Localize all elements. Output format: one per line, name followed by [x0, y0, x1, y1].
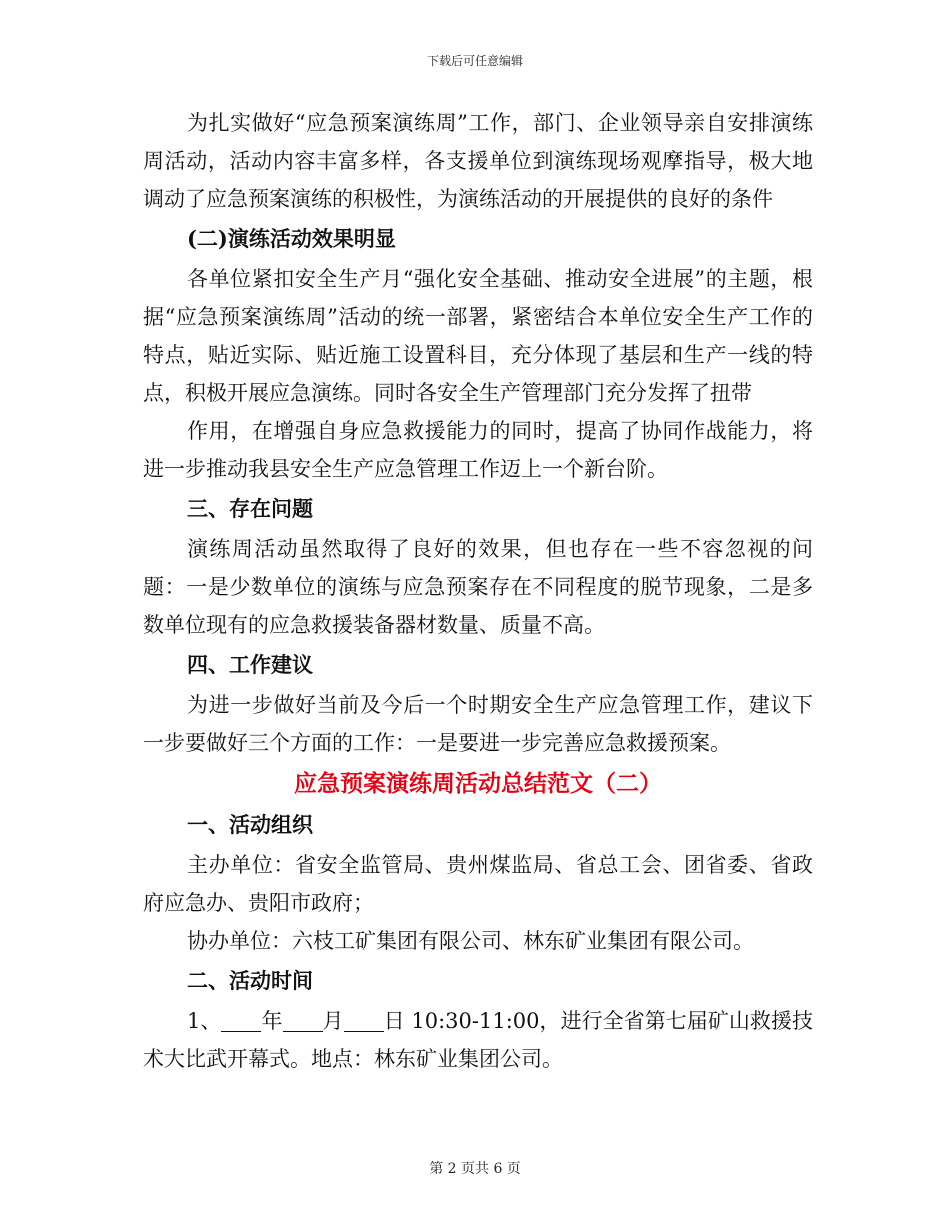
blank-line — [344, 1009, 384, 1032]
section-heading: 二、活动时间 — [187, 968, 313, 993]
paragraph: 主办单位：省安全监管局、贵州煤监局、省总工会、团省委、省政府应急办、贵阳市政府； — [143, 853, 813, 915]
blank-line — [221, 1009, 261, 1032]
paragraph: 演练周活动虽然取得了良好的效果，但也存在一些不容忽视的问题：一是少数单位的演练与应急预案存在不同程度的脱节现象，二是多数单位现有的应急救援装备器材数量、质量不高。 — [143, 537, 813, 637]
section-heading: 三、存在问题 — [187, 496, 313, 521]
page-header: 下载后可任意编辑 — [426, 54, 523, 68]
item-number: 1、 — [187, 1009, 222, 1033]
paragraph: 协办单位：六枝工矿集团有限公司、林东矿业集团有限公司。 — [187, 929, 754, 953]
paragraph: 为扎实做好“应急预案演练周”工作，部门、企业领导亲自安排演练周活动，活动内容丰富多样，各支援单位到演练现场观摩指导，极大地调动了应急预案演练的积极性，为演练活动的开展提供的良好的条件 — [143, 111, 813, 211]
document-title: 应急预案演练周活动总结范文（二） — [294, 770, 662, 797]
schedule-item — [143, 1002, 813, 1078]
section-heading: (二)演练活动效果明显 — [187, 226, 396, 251]
section-heading: 四、工作建议 — [187, 652, 313, 677]
blank-line — [283, 1009, 323, 1032]
paragraph: 各单位紧扣安全生产月“强化安全基础、推动安全进展”的主题，根据“应急预案演练周”活动的统一部署，紧密结合本单位安全生产工作的特点，贴近实际、贴近施工设置科目，充分体现了基层和生产一线的特点，积极开展应急演练。同时各安全生产管理部门充分发挥了扭带 — [143, 267, 813, 405]
month-label: 月 — [322, 1009, 344, 1033]
paragraph: 作用，在增强自身应急救援能力的同时，提高了协同作战能力，将进一步推动我县安全生产应急管理工作迈上一个新台阶。 — [143, 419, 813, 481]
section-heading: 一、活动组织 — [187, 812, 313, 837]
year-label: 年 — [261, 1009, 283, 1033]
day-text: 日 10:30-11:00，进行全省第七届矿山救援技术大比武开幕式。地点：林东矿业集团公司。 — [143, 1009, 813, 1071]
document-body — [143, 104, 813, 1078]
paragraph: 为进一步做好当前及今后一个时期安全生产应急管理工作，建议下一步要做好三个方面的工作：一是要进一步完善应急救援预案。 — [143, 693, 813, 755]
page-footer: 第 2 页共 6 页 — [429, 1161, 521, 1177]
